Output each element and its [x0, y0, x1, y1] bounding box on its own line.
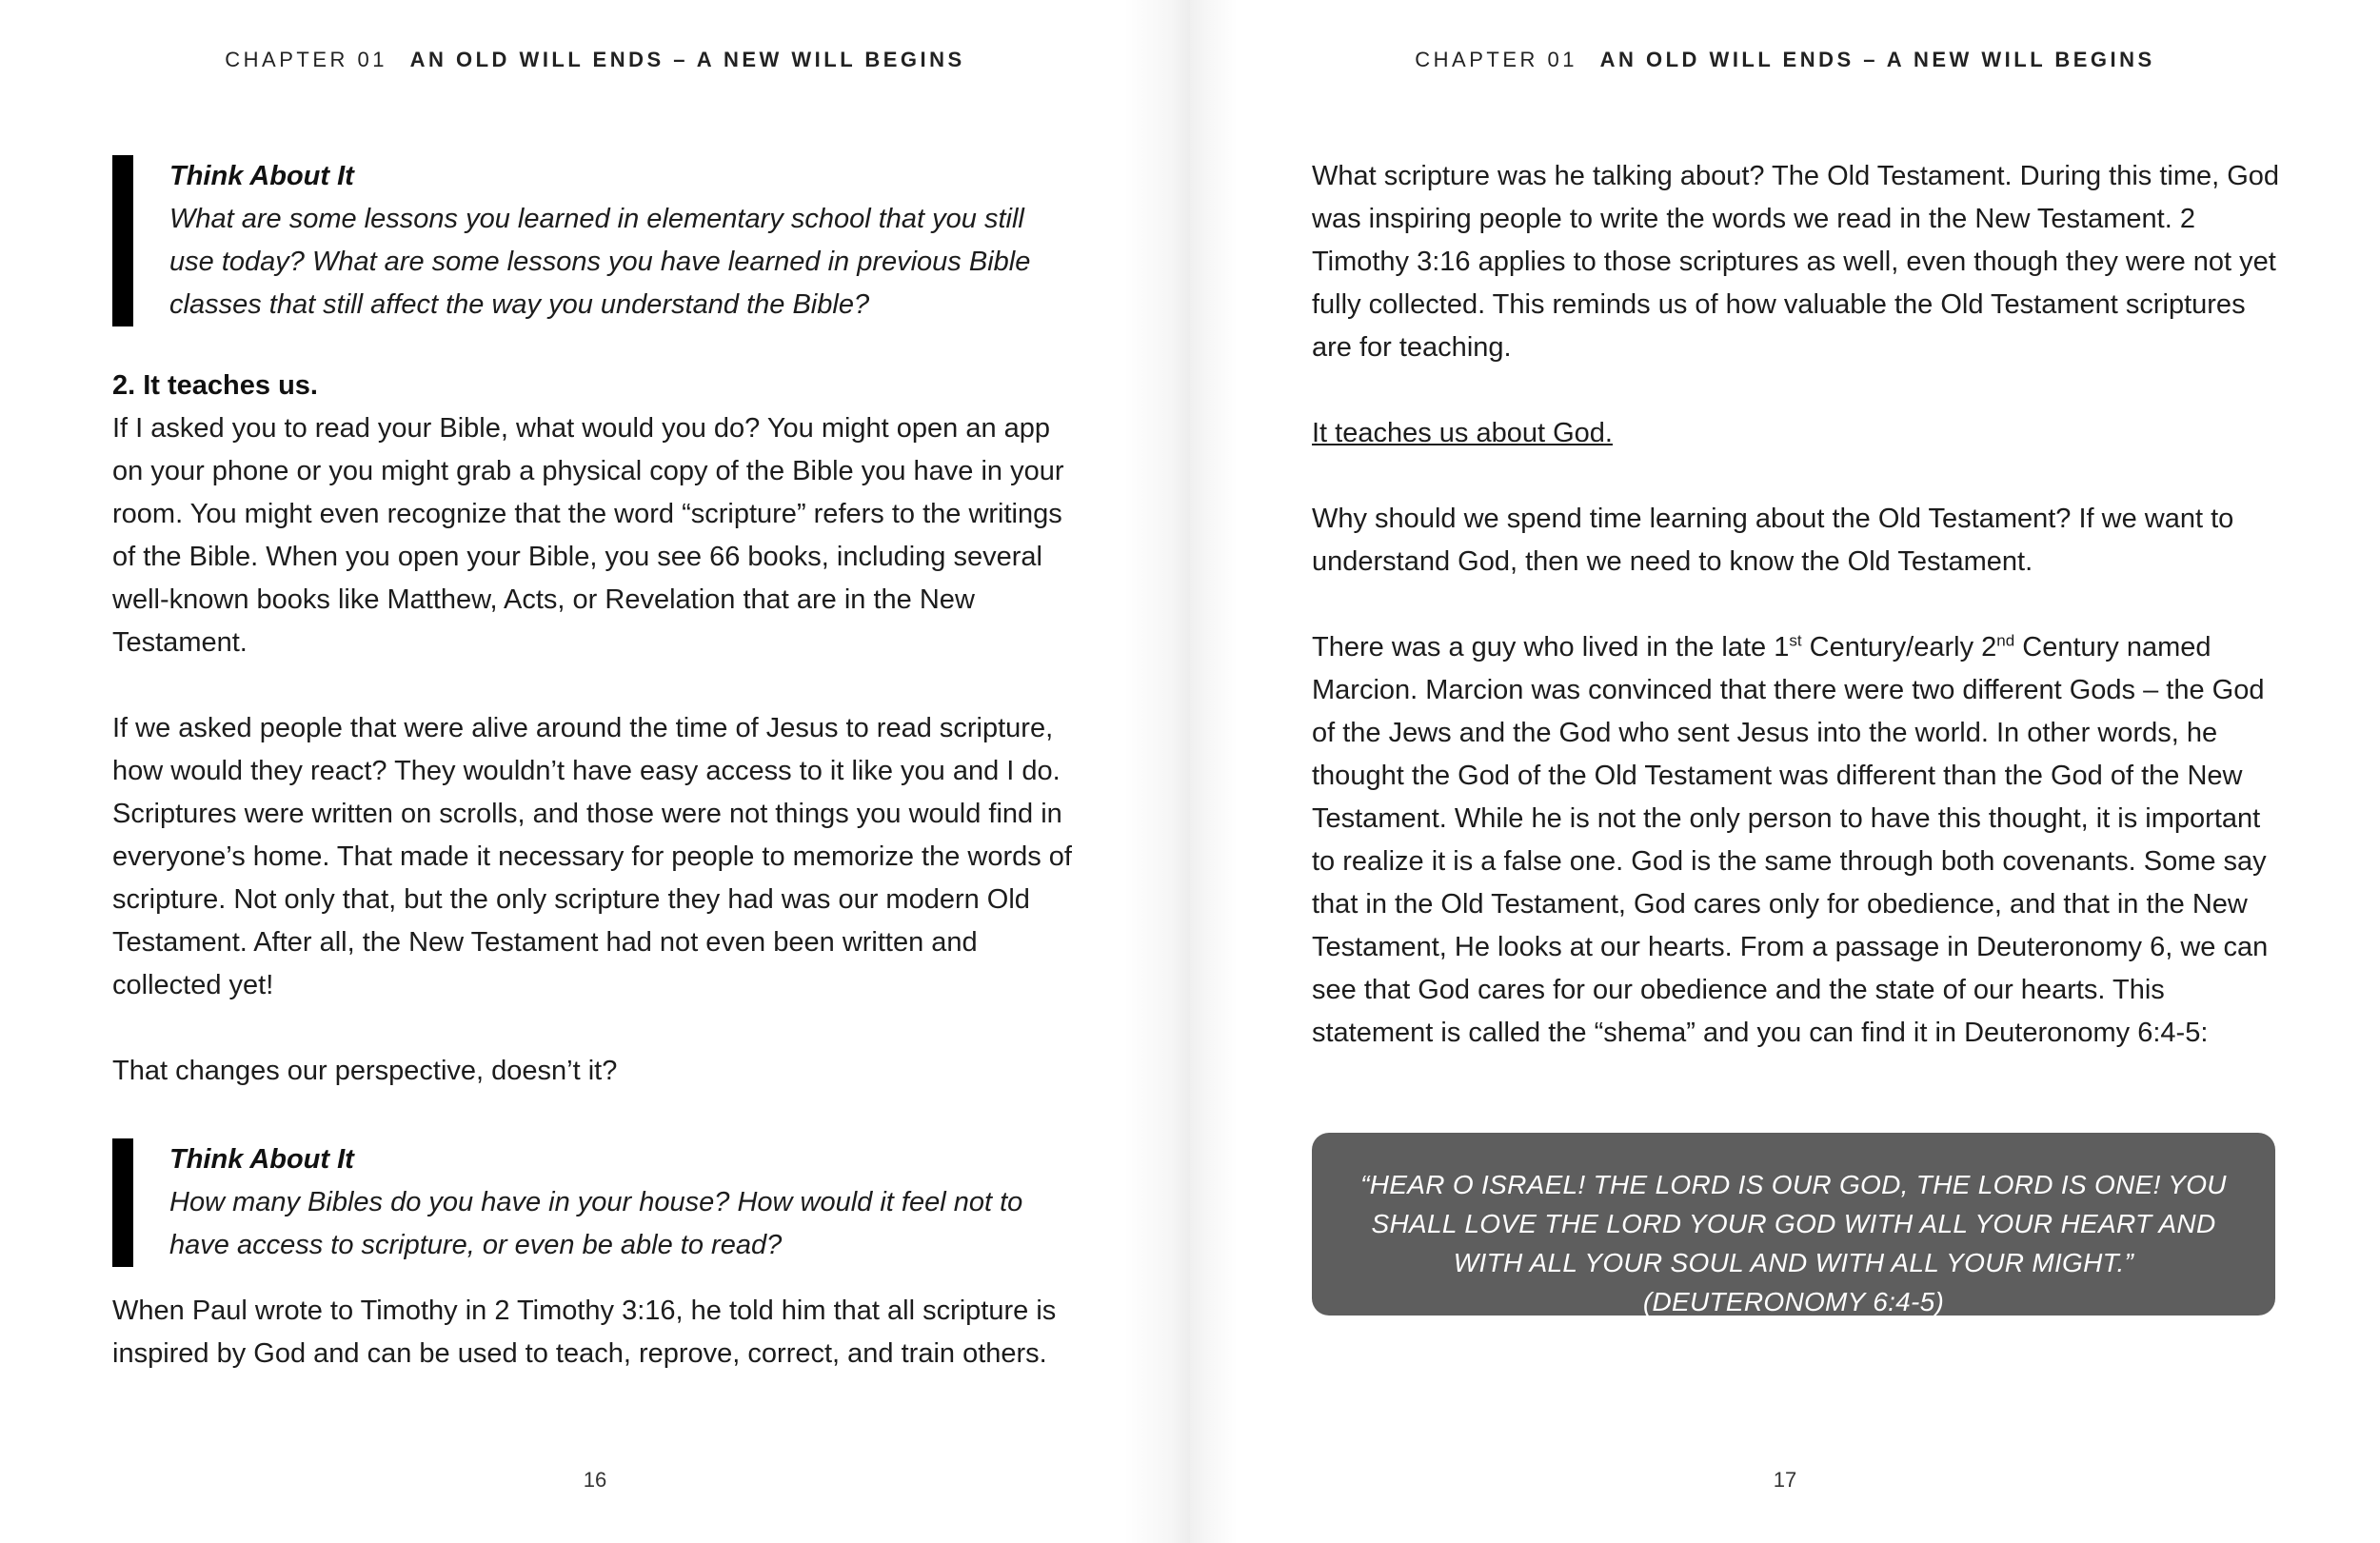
paragraph: If I asked you to read your Bible, what would you do? You might open an app on your phone or you might grab a physical copy of the Bible you have in your room. You might even recognize that the word “scripture” refers to the writings of the Bible. When you open your Bible, you see 66 books, including several well-known books like Matthew, Acts, or Revelation that are in the New Testament. [112, 413, 1064, 658]
marcion-paragraph [1312, 626, 2285, 1055]
left-closing-text [112, 1290, 1083, 1375]
scripture-quote-box [1312, 1133, 2275, 1316]
think-about-it-callout-1 [112, 155, 1064, 326]
callout-body: What are some lessons you learned in elementary school that you still use today? What are some lessons you have learned in previous Bible classes that still affect the way you understand the Bible? [169, 204, 1031, 320]
chapter-label: CHAPTER 01 [1415, 48, 1577, 71]
text-run: Century/early 2 [1801, 632, 1997, 663]
gutter-shadow-right [1190, 0, 1238, 1543]
paragraph: Why should we spend time learning about the Old Testament? If we want to understand God, then we need to know the Old Testament. [1312, 504, 2234, 577]
subheading: It teaches us about God. [1312, 418, 1613, 448]
section-heading: 2. It teaches us. [112, 370, 318, 401]
right-page [1190, 0, 2380, 1543]
gutter-shadow-left [1123, 0, 1190, 1543]
chapter-title: AN OLD WILL ENDS – A NEW WILL BEGINS [409, 48, 965, 71]
superscript: nd [1996, 631, 2015, 650]
think-about-it-callout-2 [112, 1138, 1064, 1267]
text-run: There was a guy who lived in the late 1 [1312, 632, 1790, 663]
scripture-quote: “HEAR O ISRAEL! THE LORD IS OUR GOD, THE LORD IS ONE! YOU SHALL LOVE THE LORD YOUR GOD WITH ALL YOUR HEART AND WITH ALL YOUR SOUL AND WITH ALL YOUR MIGHT.” (DEUTERONOMY 6:4-5) [1360, 1170, 2227, 1316]
right-main-text [1312, 155, 2285, 1055]
page-number-right: 17 [1773, 1468, 1797, 1492]
callout-title: Think About It [169, 1144, 354, 1175]
running-head-right [1190, 48, 2380, 72]
running-head-left [0, 48, 1190, 72]
left-main-text [112, 365, 1083, 1093]
paragraph: If we asked people that were alive around the time of Jesus to read scripture, how would they react? They wouldn’t have easy access to it like you and I do. Scriptures were written on scrolls, and those were not things you would find in everyone’s home. That made it necessary for people to memorize the words of scripture. Not only that, but the only scripture they had was our modern Old Testament. After all, the New Testament had not even been written and collected yet! [112, 713, 1072, 1000]
paragraph: What scripture was he talking about? The Old Testament. During this time, God was inspiring people to write the words we read in the New Testament. 2 Timothy 3:16 applies to those scriptures as well, even though they were not yet fully collected. This reminds us of how valuable the Old Testament scriptures are for teaching. [1312, 161, 2280, 363]
callout-body: How many Bibles do you have in your house? How would it feel not to have access to scripture, or even be able to read? [169, 1187, 1023, 1260]
chapter-title: AN OLD WILL ENDS – A NEW WILL BEGINS [1599, 48, 2155, 71]
paragraph: When Paul wrote to Timothy in 2 Timothy 3:16, he told him that all scripture is inspired by God and can be used to teach, reprove, correct, and train others. [112, 1296, 1057, 1369]
superscript: st [1789, 631, 1802, 650]
paragraph: That changes our perspective, doesn’t it? [112, 1056, 618, 1086]
text-run: Century named Marcion. Marcion was convinced that there were two different Gods – the God of the Jews and the God who sent Jesus into the world. In other words, he thought the God of the Old Testament was different than the God of the New Testament. While he is not the only person to have this thought, it is important to realize it is a false one. God is the same through both covenants. Some say that in the Old Testament, God cares only for obedience, and that in the New Testament, He looks at our hearts. From a passage in Deuteronomy 6, we can see that God cares for our obedience and the state of our hearts. This statement is called the “shema” and you can find it in Deuteronomy 6:4-5: [1312, 632, 2269, 1048]
callout-title: Think About It [169, 161, 354, 191]
chapter-label: CHAPTER 01 [225, 48, 387, 71]
page-number-left: 16 [583, 1468, 607, 1492]
